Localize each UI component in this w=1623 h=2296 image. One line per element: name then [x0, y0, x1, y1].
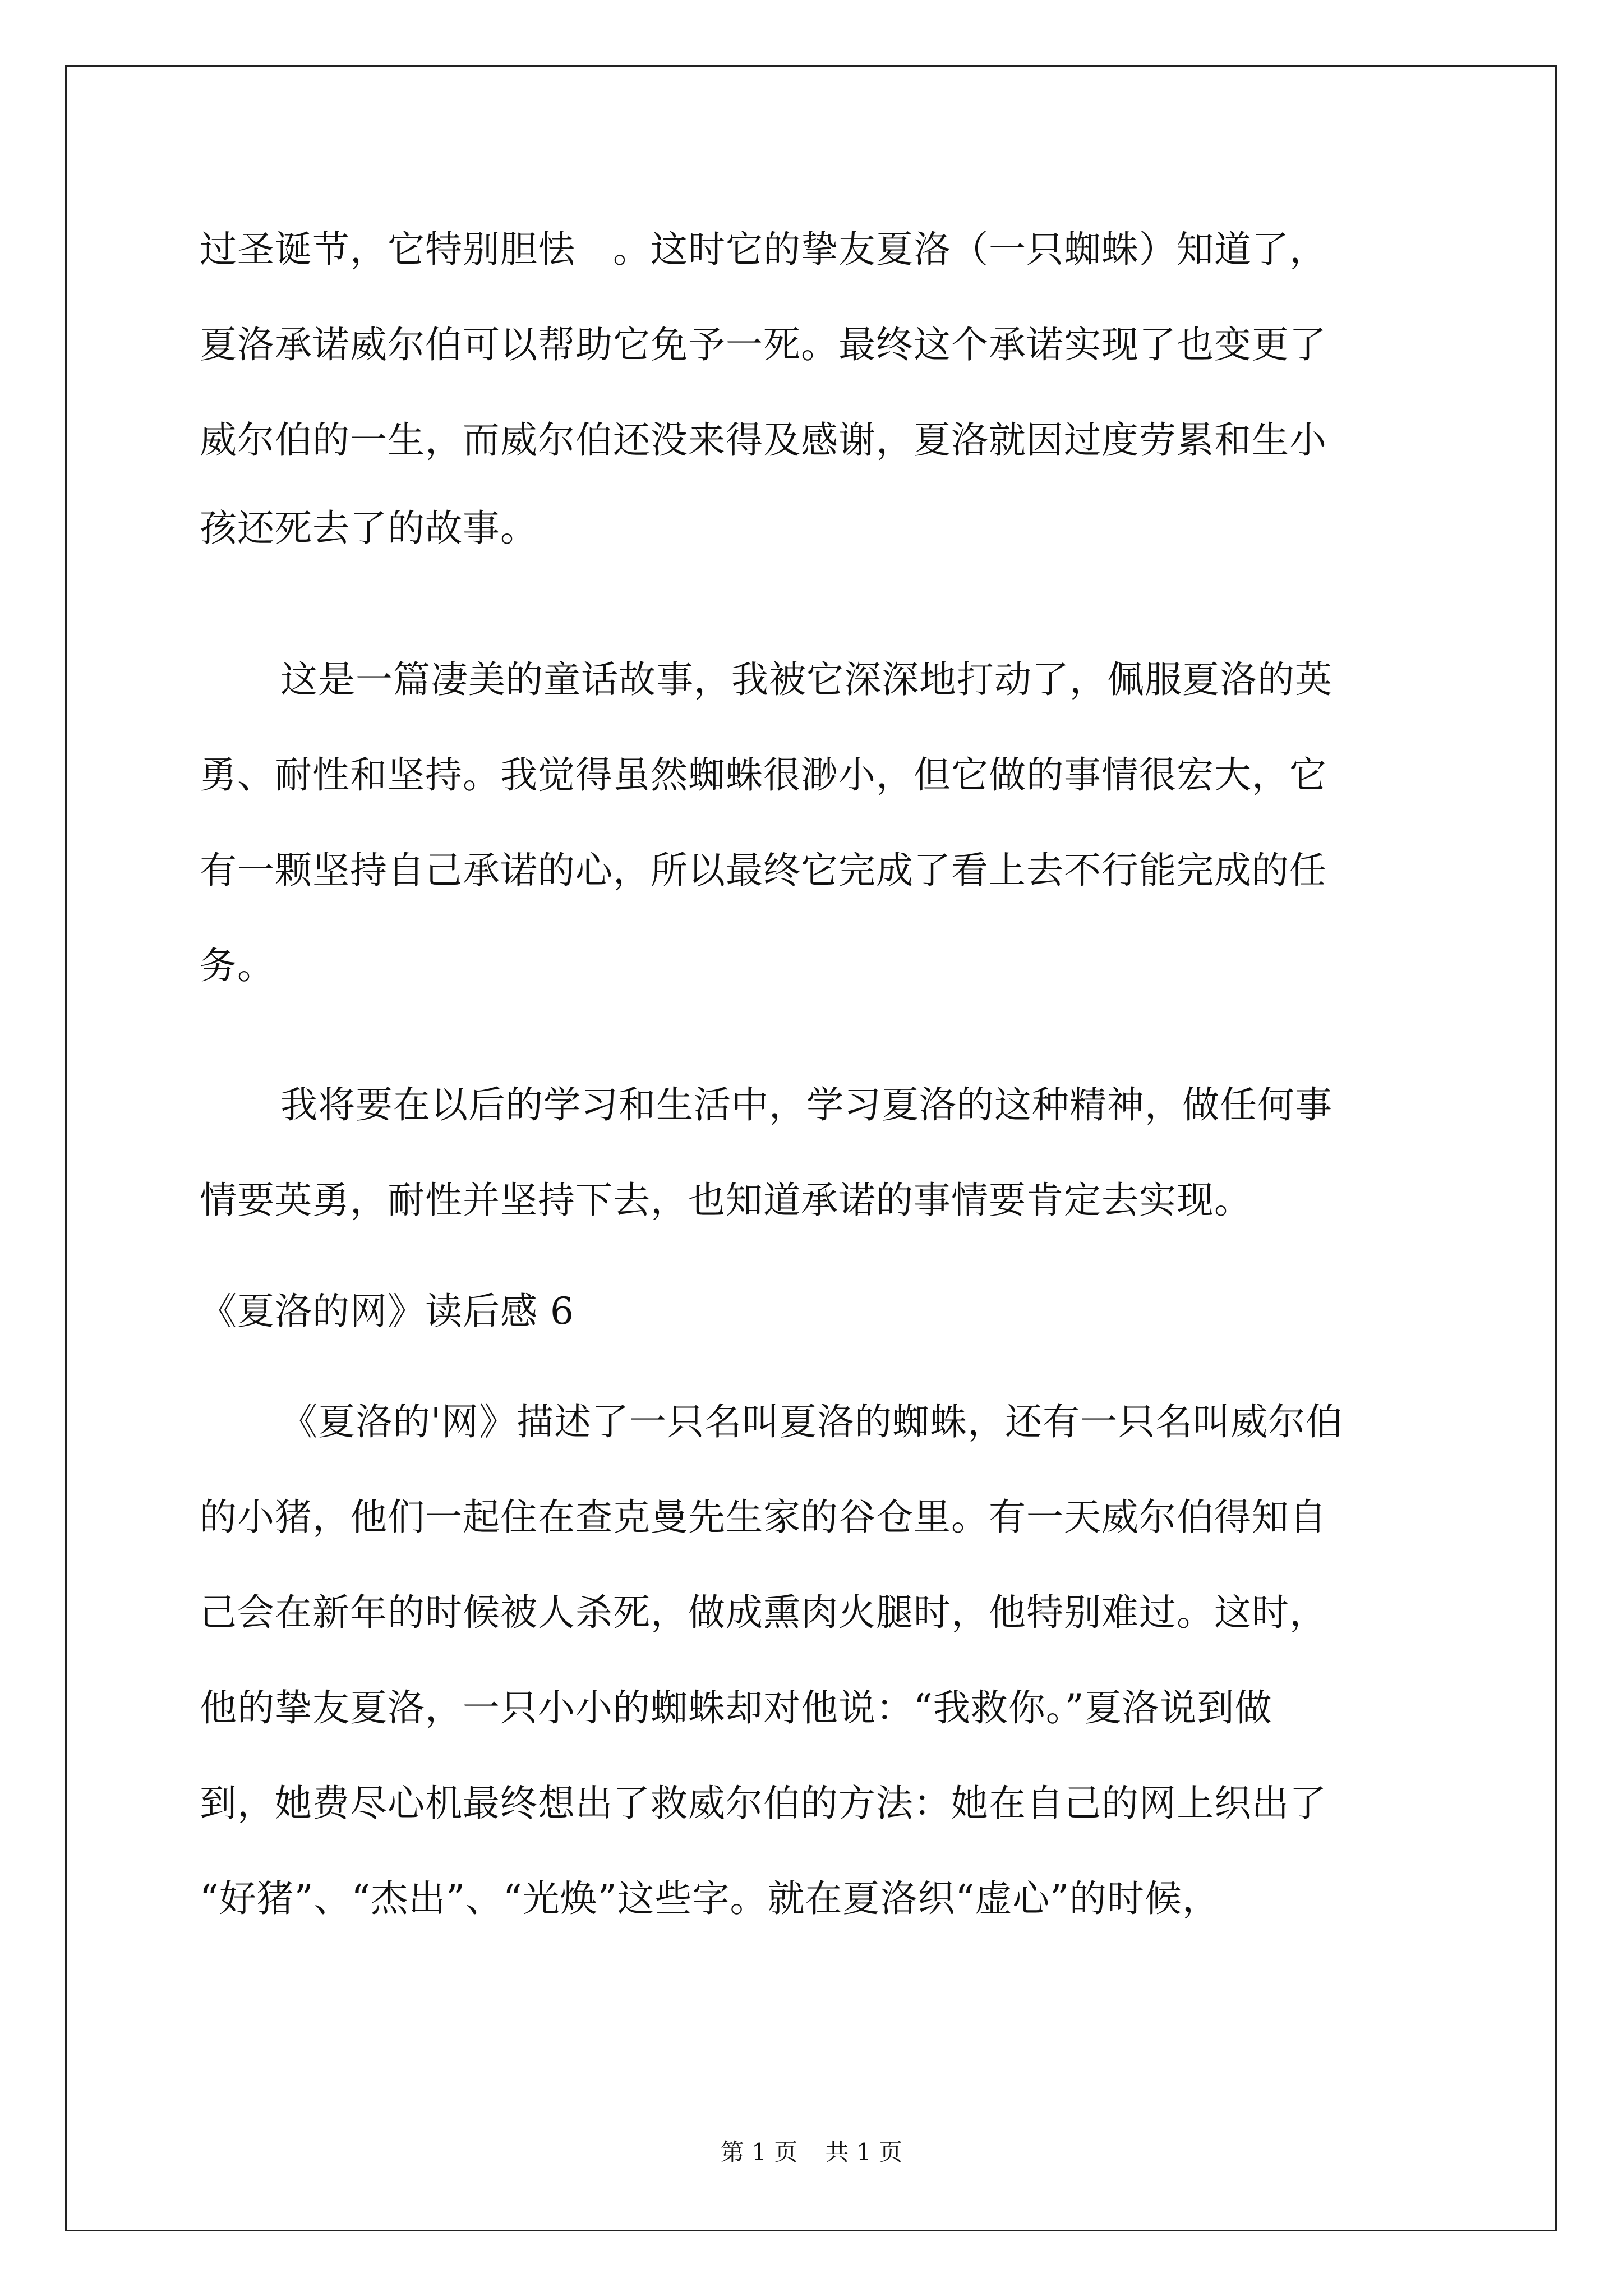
text-line: “好猪”、“杰出”、“光焕”这些字。就在夏洛织“虚心”的时候， [200, 1877, 1220, 1920]
page-total: 共 1 页 [825, 2138, 903, 2166]
text-line: 到，她费尽心机最终想出了救威尔伯的方法：她在自己的网上织出了 [200, 1782, 1327, 1825]
text-line: 务。 [200, 944, 275, 987]
text-line: 过圣诞节，它特别胆怯 。这时它的挚友夏洛（一只蜘蛛）知道了， [200, 228, 1327, 271]
section-heading: 《夏洛的网》读后感 6 [200, 1290, 574, 1333]
text-line: 勇、耐性和坚持。我觉得虽然蜘蛛很渺小，但它做的事情很宏大，它 [200, 753, 1327, 797]
text-line: 夏洛承诺威尔伯可以帮助它免予一死。最终这个承诺实现了也变更了 [200, 323, 1327, 366]
text-line: 孩还死去了的故事。 [200, 507, 538, 550]
text-line: 《夏洛的'网》描述了一只名叫夏洛的蜘蛛，还有一只名叫威尔伯 [280, 1400, 1344, 1443]
text-line: 他的挚友夏洛，一只小小的蜘蛛却对他说：“我救你。”夏洛说到做 [200, 1686, 1272, 1729]
text-line: 威尔伯的一生，而威尔伯还没来得及感谢，夏洛就因过度劳累和生小 [200, 418, 1327, 462]
text-line: 己会在新年的时候被人杀死，做成熏肉火腿时，他特别难过。这时， [200, 1591, 1327, 1634]
text-line: 我将要在以后的学习和生活中，学习夏洛的这种精神，做任何事 [280, 1083, 1332, 1126]
text-line: 有一颗坚持自己承诺的心，所以最终它完成了看上去不行能完成的任 [200, 849, 1327, 892]
text-line: 这是一篇凄美的童话故事，我被它深深地打动了，佩服夏洛的英 [280, 658, 1332, 701]
page-number: 第 1 页 [720, 2138, 798, 2166]
text-line: 的小猪，他们一起住在查克曼先生家的谷仓里。有一天威尔伯得知自 [200, 1496, 1327, 1539]
page-footer [0, 2138, 1623, 2166]
text-line: 情要英勇，耐性并坚持下去，也知道承诺的事情要肯定去实现。 [200, 1179, 1252, 1222]
